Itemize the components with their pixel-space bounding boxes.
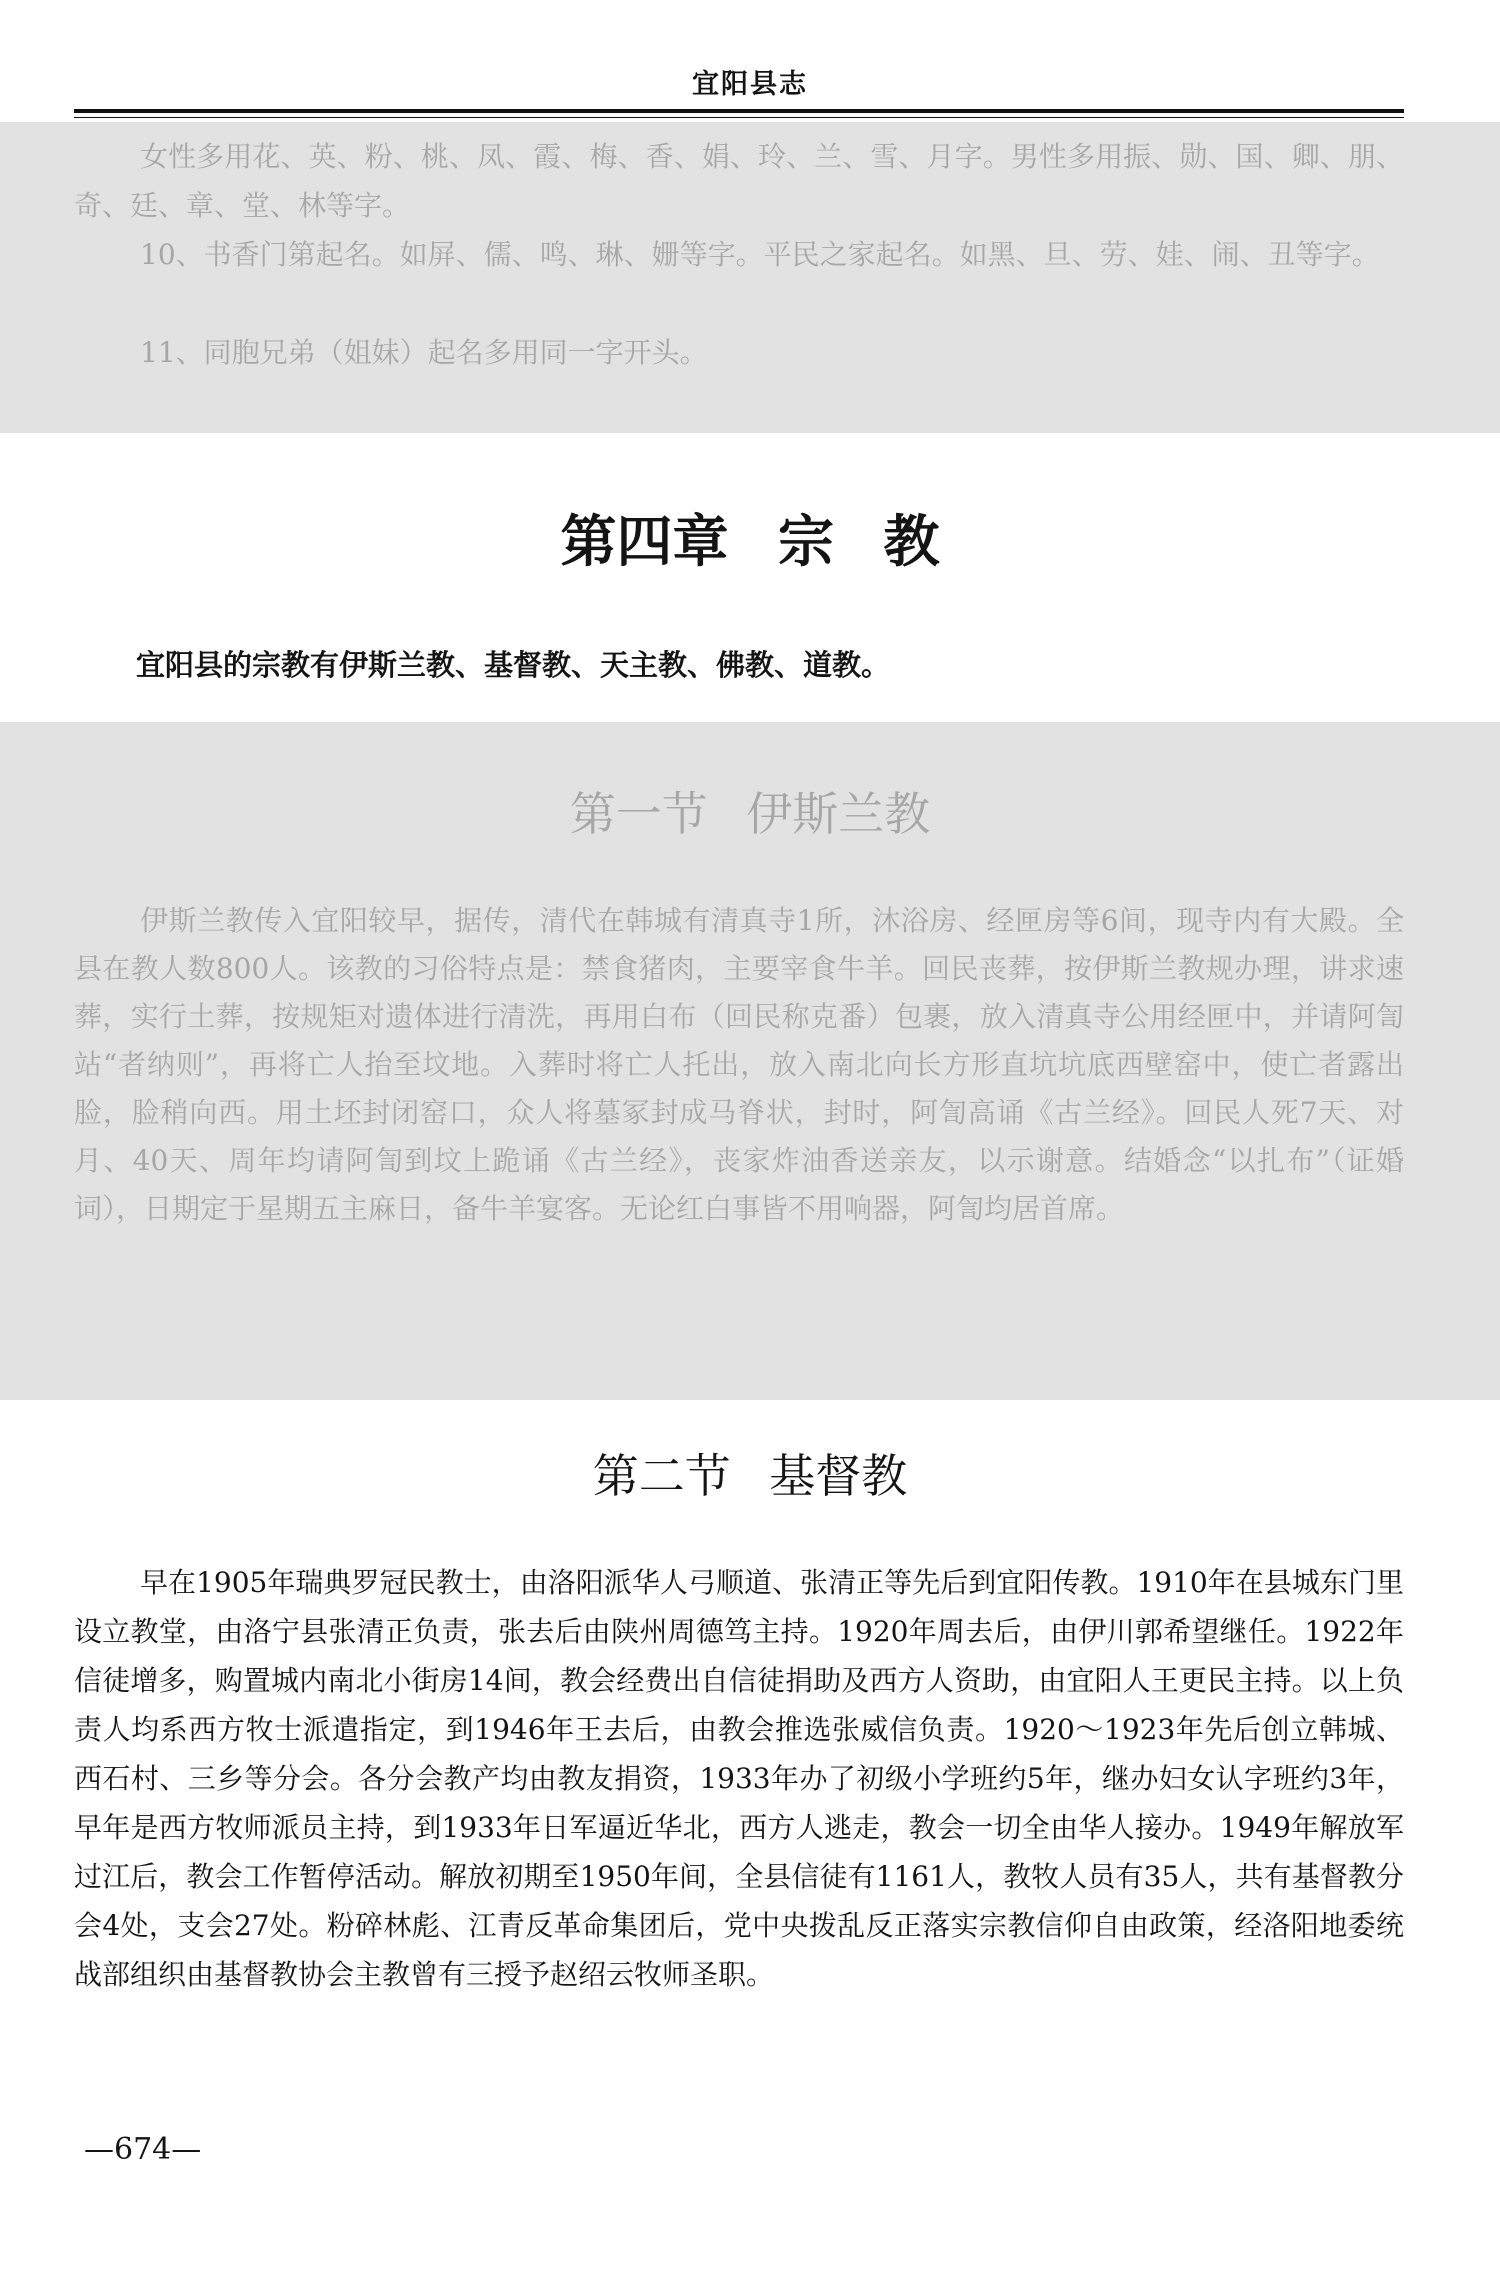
header-rule-thick [74, 109, 1404, 113]
continuation-paragraph-3: 11、同胞兄弟（姐妹）起名多用同一字开头。 [140, 336, 708, 369]
chapter-intro: 宜阳县的宗教有伊斯兰教、基督教、天主教、佛教、道教。 [136, 648, 891, 682]
section-body-christianity: 早在1905年瑞典罗冠民教士，由洛阳派华人弓顺道、张清正等先后到宜阳传教。1910年在县城东门里设立教堂，由洛宁县张清正负责，张去后由陕州周德笃主持。1920年周去后，由伊川郭希望继任。1922年信徒增多，购置城内南北小街房14间，教会经费出自信徒捐助及西方人资助，由宜阳人王更民主持。以上负责人均系西方牧士派遣指定，到1946年王去后，由教会推选张威信负责。1920～1923年先后创立韩城、西石村、三乡等分会。各分会教产均由教友捐资，1933年办了初级小学班约5年，继办妇女认字班约3年，早年是西方牧师派员主持，到1933年日军逼近华北，西方人逃走，教会一切全由华人接办。1949年解放军过江后，教会工作暂停活动。解放初期至1950年间，全县信徒有1161人，教牧人员有35人，共有基督教分会4处，支会27处。粉碎林彪、江青反革命集团后，党中央拨乱反正落实宗教信仰自由政策，经洛阳地委统战部组织由基督教协会主教曾有三授予赵绍云牧师圣职。 [74, 1566, 1404, 1991]
section-body-islam: 伊斯兰教传入宜阳较早，据传，清代在韩城有清真寺1所，沐浴房、经匣房等6间，现寺内有大殿。全县在教人数800人。该教的习俗特点是：禁食猪肉，主要宰食牛羊。回民丧葬，按伊斯兰教规办理，讲求速葬，实行土葬，按规矩对遗体进行清洗，再用白布（回民称克番）包裹，放入清真寺公用经匣中，并请阿訇站“者纳则”，再将亡人抬至坟地。入葬时将亡人托出，放入南北向长方形直坑坑底西壁窑中，使亡者露出脸，脸稍向西。用土坯封闭窑口，众人将墓冢封成马脊状，封时，阿訇高诵《古兰经》。回民人死7天、对月、40天、周年均请阿訇到坟上跪诵《古兰经》，丧家炸油香送亲友，以示谢意。结婚念“以扎布”（证婚词），日期定于星期五主麻日，备牛羊宴客。无论红白事皆不用响器，阿訇均居首席。 [74, 904, 1404, 1225]
page-number: —674— [84, 2132, 202, 2167]
header-rule-thin [74, 117, 1404, 118]
continuation-paragraph-2: 10、书香门第起名。如屏、儒、鸣、琳、姗等字。平民之家起名。如黑、旦、劳、娃、闹、丑等字。 [140, 238, 1380, 271]
section-title-christianity: 第二节 基督教 [592, 1449, 908, 1503]
chapter-title: 第四章 宗 教 [560, 510, 940, 575]
section-title-islam: 第一节 伊斯兰教 [569, 787, 931, 841]
continuation-paragraph-1: 女性多用花、英、粉、桃、凤、霞、梅、香、娟、玲、兰、雪、月字。男性多用振、勋、国、卿、朋、奇、廷、章、堂、林等字。 [74, 140, 1404, 222]
running-head: 宜阳县志 [692, 69, 808, 100]
